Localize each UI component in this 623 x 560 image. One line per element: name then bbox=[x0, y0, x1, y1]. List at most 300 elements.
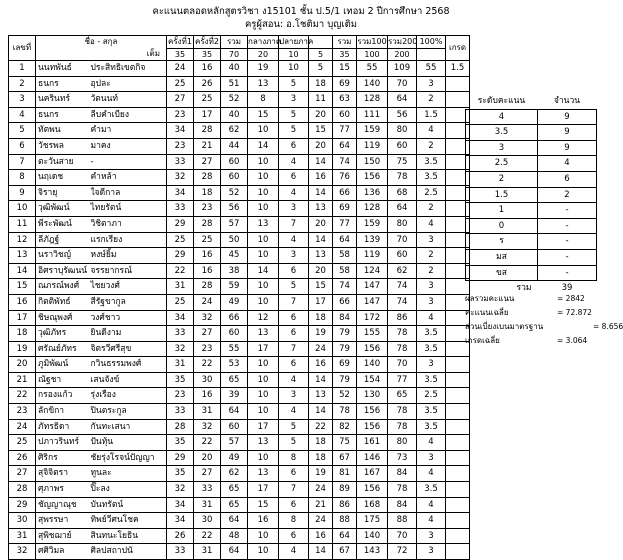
cell-t100[interactable]: 175 bbox=[357, 513, 388, 529]
max-cell[interactable]: 100 bbox=[357, 48, 388, 61]
cell-sum1[interactable]: 39 bbox=[221, 388, 248, 404]
max-cell[interactable]: 35 bbox=[167, 48, 194, 61]
cell-no[interactable]: 21 bbox=[9, 372, 36, 388]
distribution-level[interactable]: 2.5 bbox=[466, 156, 538, 172]
cell-mid[interactable]: 10 bbox=[248, 232, 279, 248]
cell-first[interactable]: พีระพัฒน์ bbox=[36, 216, 89, 232]
cell-pct[interactable]: 3.5 bbox=[417, 326, 446, 342]
cell-x35[interactable]: 79 bbox=[333, 341, 357, 357]
cell-t200[interactable]: 56 bbox=[388, 107, 417, 123]
cell-s2[interactable]: 25 bbox=[194, 232, 221, 248]
cell-sum1[interactable]: 57 bbox=[221, 216, 248, 232]
cell-x35[interactable]: 88 bbox=[333, 513, 357, 529]
cell-t100[interactable]: 156 bbox=[357, 404, 388, 420]
distribution-total-label[interactable]: รวม bbox=[516, 283, 532, 294]
cell-no[interactable]: 24 bbox=[9, 419, 36, 435]
cell-pct[interactable]: 3 bbox=[417, 450, 446, 466]
cell-x35[interactable]: 15 bbox=[333, 61, 357, 77]
cell-first[interactable]: สุพรรษา bbox=[36, 513, 89, 529]
max-label[interactable]: เต็ม bbox=[36, 48, 167, 61]
cell-t200[interactable]: 88 bbox=[388, 513, 417, 529]
cell-t200[interactable]: 73 bbox=[388, 450, 417, 466]
cell-x35[interactable]: 77 bbox=[333, 216, 357, 232]
cell-x35[interactable]: 79 bbox=[333, 372, 357, 388]
distribution-level[interactable]: 0 bbox=[466, 218, 538, 234]
cell-grade[interactable] bbox=[446, 528, 470, 544]
cell-sum1[interactable]: 62 bbox=[221, 466, 248, 482]
stat-sd[interactable] bbox=[465, 320, 623, 334]
cell-s1[interactable]: 32 bbox=[167, 482, 194, 498]
cell-s2[interactable]: 23 bbox=[194, 341, 221, 357]
cell-grade[interactable] bbox=[446, 357, 470, 373]
cell-sum1[interactable]: 53 bbox=[221, 357, 248, 373]
cell-s1[interactable]: 35 bbox=[167, 466, 194, 482]
cell-x5[interactable]: 21 bbox=[309, 497, 333, 513]
cell-x35[interactable]: 69 bbox=[333, 201, 357, 217]
cell-first[interactable]: วัชรพล bbox=[36, 138, 89, 154]
cell-grade[interactable] bbox=[446, 497, 470, 513]
cell-mid[interactable]: 10 bbox=[248, 123, 279, 139]
cell-last[interactable]: ทูนละ bbox=[89, 466, 167, 482]
cell-s2[interactable]: 16 bbox=[194, 248, 221, 264]
cell-s1[interactable]: 33 bbox=[167, 154, 194, 170]
cell-fin[interactable]: 7 bbox=[279, 216, 309, 232]
cell-last[interactable]: ปันทุ้น bbox=[89, 435, 167, 451]
cell-x5[interactable]: 20 bbox=[309, 107, 333, 123]
distribution-count[interactable]: 9 bbox=[538, 109, 597, 125]
cell-no[interactable]: 20 bbox=[9, 357, 36, 373]
cell-s1[interactable]: 29 bbox=[167, 248, 194, 264]
cell-no[interactable]: 19 bbox=[9, 341, 36, 357]
cell-s2[interactable]: 28 bbox=[194, 170, 221, 186]
cell-mid[interactable]: 15 bbox=[248, 497, 279, 513]
col-sum2-header[interactable]: รวม bbox=[333, 36, 357, 49]
cell-no[interactable]: 4 bbox=[9, 107, 36, 123]
cell-mid[interactable]: 14 bbox=[248, 138, 279, 154]
cell-s1[interactable]: 25 bbox=[167, 232, 194, 248]
cell-t100[interactable]: 139 bbox=[357, 232, 388, 248]
col-final-header[interactable]: ปลายภาค bbox=[279, 37, 314, 46]
cell-s1[interactable]: 27 bbox=[167, 92, 194, 108]
cell-x5[interactable]: 14 bbox=[309, 372, 333, 388]
cell-x5[interactable]: 16 bbox=[309, 528, 333, 544]
cell-no[interactable]: 12 bbox=[9, 232, 36, 248]
cell-t100[interactable]: 143 bbox=[357, 544, 388, 560]
cell-last[interactable]: คำมา bbox=[89, 123, 167, 139]
cell-t100[interactable]: 150 bbox=[357, 154, 388, 170]
cell-first[interactable]: ภูมิพัฒน์ bbox=[36, 357, 89, 373]
col-percent-header[interactable]: 100% bbox=[417, 36, 446, 49]
cell-fin[interactable]: 6 bbox=[279, 138, 309, 154]
cell-x5[interactable]: 24 bbox=[309, 513, 333, 529]
cell-first[interactable]: ธนกร bbox=[36, 107, 89, 123]
cell-sum1[interactable]: 64 bbox=[221, 544, 248, 560]
cell-x35[interactable]: 64 bbox=[333, 232, 357, 248]
distribution-count[interactable]: 2 bbox=[538, 187, 597, 203]
cell-t100[interactable]: 156 bbox=[357, 419, 388, 435]
cell-s2[interactable]: 32 bbox=[194, 310, 221, 326]
stat-sum[interactable] bbox=[465, 292, 600, 306]
cell-pct[interactable]: 3.5 bbox=[417, 154, 446, 170]
cell-last[interactable]: ชัยรุ่งโรจน์ปัญญา bbox=[89, 450, 167, 466]
cell-x5[interactable]: 5 bbox=[309, 61, 333, 77]
cell-pct[interactable]: 2 bbox=[417, 263, 446, 279]
cell-grade[interactable] bbox=[446, 419, 470, 435]
cell-last[interactable]: ประสิทธิเขตกิจ bbox=[89, 61, 167, 77]
cell-t200[interactable]: 68 bbox=[388, 185, 417, 201]
cell-x5[interactable]: 11 bbox=[309, 92, 333, 108]
cell-fin[interactable]: 4 bbox=[279, 185, 309, 201]
cell-mid[interactable]: 13 bbox=[248, 326, 279, 342]
cell-grade[interactable]: 1.5 bbox=[446, 61, 470, 77]
cell-t100[interactable]: 156 bbox=[357, 482, 388, 498]
cell-pct[interactable]: 4 bbox=[417, 435, 446, 451]
cell-t100[interactable]: 156 bbox=[357, 341, 388, 357]
cell-x35[interactable]: 60 bbox=[333, 107, 357, 123]
cell-first[interactable]: วุฒิพัฒน์ bbox=[36, 201, 89, 217]
cell-sum1[interactable]: 49 bbox=[221, 294, 248, 310]
cell-t100[interactable]: 147 bbox=[357, 279, 388, 295]
cell-first[interactable]: ภัทรธิดา bbox=[36, 419, 89, 435]
cell-last[interactable]: วัตนนท์ bbox=[89, 92, 167, 108]
col-midterm-header[interactable]: กลางภาค bbox=[248, 37, 282, 46]
max-cell[interactable]: 20 bbox=[248, 48, 279, 61]
cell-t100[interactable]: 155 bbox=[357, 326, 388, 342]
cell-t100[interactable]: 159 bbox=[357, 216, 388, 232]
cell-t100[interactable]: 167 bbox=[357, 466, 388, 482]
cell-no[interactable]: 5 bbox=[9, 123, 36, 139]
cell-s1[interactable]: 34 bbox=[167, 123, 194, 139]
cell-fin[interactable]: 7 bbox=[279, 341, 309, 357]
cell-s2[interactable]: 16 bbox=[194, 61, 221, 77]
cell-pct[interactable]: 3.5 bbox=[417, 170, 446, 186]
cell-mid[interactable]: 16 bbox=[248, 513, 279, 529]
cell-first[interactable]: ศศิวิมล bbox=[36, 544, 89, 560]
cell-fin[interactable]: 3 bbox=[279, 92, 309, 108]
cell-sum1[interactable]: 52 bbox=[221, 185, 248, 201]
max-cell[interactable]: 5 bbox=[309, 48, 333, 61]
cell-last[interactable]: ไทยรัตน์ bbox=[89, 201, 167, 217]
cell-s1[interactable]: 34 bbox=[167, 513, 194, 529]
cell-s2[interactable]: 22 bbox=[194, 357, 221, 373]
cell-no[interactable]: 27 bbox=[9, 466, 36, 482]
cell-s2[interactable]: 18 bbox=[194, 185, 221, 201]
cell-pct[interactable]: 3.5 bbox=[417, 482, 446, 498]
cell-pct[interactable]: 3 bbox=[417, 232, 446, 248]
cell-first[interactable]: ชิษณุพงศ์ bbox=[36, 310, 89, 326]
cell-s1[interactable]: 33 bbox=[167, 326, 194, 342]
cell-last[interactable]: ไชยวงศ์ bbox=[89, 279, 167, 295]
col-name-header[interactable]: ชื่อ - สกุล bbox=[36, 36, 167, 49]
cell-pct[interactable]: 2 bbox=[417, 201, 446, 217]
cell-s1[interactable]: 33 bbox=[167, 544, 194, 560]
col-grade-header[interactable]: เกรด bbox=[446, 36, 470, 61]
cell-last[interactable]: ลีบคำเบียง bbox=[89, 107, 167, 123]
distribution-count[interactable]: - bbox=[538, 234, 597, 250]
cell-t100[interactable]: 140 bbox=[357, 528, 388, 544]
cell-pct[interactable]: 1.5 bbox=[417, 107, 446, 123]
distribution-count[interactable]: - bbox=[538, 265, 597, 281]
cell-pct[interactable]: 2 bbox=[417, 92, 446, 108]
cell-t100[interactable]: 55 bbox=[357, 61, 388, 77]
distribution-level[interactable]: 1 bbox=[466, 203, 538, 219]
cell-t200[interactable]: 109 bbox=[388, 61, 417, 77]
cell-no[interactable]: 26 bbox=[9, 450, 36, 466]
cell-grade[interactable] bbox=[446, 544, 470, 560]
cell-first[interactable]: ลีภัฎฐ์ bbox=[36, 232, 89, 248]
cell-s2[interactable]: 16 bbox=[194, 263, 221, 279]
cell-fin[interactable]: 6 bbox=[279, 310, 309, 326]
cell-s2[interactable]: 27 bbox=[194, 154, 221, 170]
cell-fin[interactable]: 4 bbox=[279, 232, 309, 248]
cell-no[interactable]: 9 bbox=[9, 185, 36, 201]
cell-pct[interactable]: 2 bbox=[417, 138, 446, 154]
cell-x35[interactable]: 81 bbox=[333, 466, 357, 482]
cell-fin[interactable]: 6 bbox=[279, 528, 309, 544]
cell-sum1[interactable]: 57 bbox=[221, 435, 248, 451]
cell-x5[interactable]: 13 bbox=[309, 388, 333, 404]
cell-no[interactable]: 8 bbox=[9, 170, 36, 186]
cell-last[interactable]: ยินดีงาม bbox=[89, 326, 167, 342]
cell-first[interactable]: สุจิจิตรา bbox=[36, 466, 89, 482]
cell-pct[interactable]: 4 bbox=[417, 513, 446, 529]
cell-t100[interactable]: 128 bbox=[357, 92, 388, 108]
cell-t100[interactable]: 130 bbox=[357, 388, 388, 404]
cell-t100[interactable]: 154 bbox=[357, 372, 388, 388]
cell-no[interactable]: 1 bbox=[9, 61, 36, 77]
cell-mid[interactable]: 17 bbox=[248, 419, 279, 435]
cell-t200[interactable]: 65 bbox=[388, 388, 417, 404]
cell-mid[interactable]: 10 bbox=[248, 248, 279, 264]
stat-gpa[interactable] bbox=[465, 334, 600, 348]
cell-fin[interactable]: 7 bbox=[279, 482, 309, 498]
cell-s1[interactable]: 28 bbox=[167, 419, 194, 435]
cell-last[interactable]: - bbox=[89, 154, 167, 170]
cell-last[interactable]: ปินตระกูล bbox=[89, 404, 167, 420]
cell-t200[interactable]: 60 bbox=[388, 138, 417, 154]
cell-t200[interactable]: 64 bbox=[388, 201, 417, 217]
cell-t100[interactable]: 119 bbox=[357, 138, 388, 154]
cell-grade[interactable] bbox=[446, 372, 470, 388]
cell-first[interactable]: ปภาวรินทร์ bbox=[36, 435, 89, 451]
cell-fin[interactable]: 4 bbox=[279, 372, 309, 388]
cell-s1[interactable]: 25 bbox=[167, 76, 194, 92]
cell-s1[interactable]: 33 bbox=[167, 201, 194, 217]
cell-first[interactable]: ชัญญาณุช bbox=[36, 497, 89, 513]
cell-x5[interactable]: 16 bbox=[309, 357, 333, 373]
cell-pct[interactable]: 3 bbox=[417, 294, 446, 310]
cell-mid[interactable]: 15 bbox=[248, 107, 279, 123]
cell-mid[interactable]: 12 bbox=[248, 310, 279, 326]
cell-first[interactable]: อิศราบุรัฒนน์ bbox=[36, 263, 89, 279]
cell-fin[interactable]: 3 bbox=[279, 201, 309, 217]
distribution-level[interactable]: 2 bbox=[466, 171, 538, 187]
cell-s2[interactable]: 27 bbox=[194, 326, 221, 342]
col-no-header[interactable]: เลขที่ bbox=[9, 36, 36, 61]
cell-x35[interactable]: 63 bbox=[333, 92, 357, 108]
distribution-count[interactable]: 4 bbox=[538, 156, 597, 172]
cell-last[interactable]: วิชิตาภา bbox=[89, 216, 167, 232]
cell-last[interactable]: มาคง bbox=[89, 138, 167, 154]
cell-last[interactable]: คำหล้า bbox=[89, 170, 167, 186]
cell-s1[interactable]: 31 bbox=[167, 279, 194, 295]
cell-fin[interactable]: 6 bbox=[279, 170, 309, 186]
cell-grade[interactable] bbox=[446, 404, 470, 420]
cell-first[interactable]: ตะวันสาย bbox=[36, 154, 89, 170]
cell-fin[interactable]: 5 bbox=[279, 279, 309, 295]
cell-no[interactable]: 7 bbox=[9, 154, 36, 170]
cell-s2[interactable]: 21 bbox=[194, 138, 221, 154]
cell-no[interactable]: 18 bbox=[9, 326, 36, 342]
cell-x5[interactable]: 14 bbox=[309, 185, 333, 201]
cell-x35[interactable]: 58 bbox=[333, 263, 357, 279]
cell-no[interactable]: 15 bbox=[9, 279, 36, 295]
cell-s2[interactable]: 31 bbox=[194, 497, 221, 513]
cell-s1[interactable]: 26 bbox=[167, 528, 194, 544]
max-cell[interactable]: 200 bbox=[388, 48, 417, 61]
cell-mid[interactable]: 19 bbox=[248, 61, 279, 77]
cell-s2[interactable]: 23 bbox=[194, 201, 221, 217]
cell-grade[interactable] bbox=[446, 76, 470, 92]
distribution-level[interactable]: 3.5 bbox=[466, 125, 538, 141]
cell-sum1[interactable]: 51 bbox=[221, 76, 248, 92]
cell-fin[interactable]: 3 bbox=[279, 248, 309, 264]
cell-s2[interactable]: 22 bbox=[194, 528, 221, 544]
cell-x5[interactable]: 24 bbox=[309, 482, 333, 498]
cell-fin[interactable]: 4 bbox=[279, 154, 309, 170]
cell-s1[interactable]: 22 bbox=[167, 263, 194, 279]
distribution-level-header[interactable]: ระดับคะแนน bbox=[466, 94, 538, 109]
cell-mid[interactable]: 10 bbox=[248, 201, 279, 217]
cell-pct[interactable]: 3.5 bbox=[417, 341, 446, 357]
cell-pct[interactable]: 4 bbox=[417, 216, 446, 232]
cell-s2[interactable]: 30 bbox=[194, 513, 221, 529]
cell-t200[interactable]: 78 bbox=[388, 482, 417, 498]
cell-mid[interactable]: 13 bbox=[248, 76, 279, 92]
cell-fin[interactable]: 3 bbox=[279, 388, 309, 404]
cell-pct[interactable]: 2.5 bbox=[417, 388, 446, 404]
cell-x5[interactable]: 22 bbox=[309, 419, 333, 435]
cell-grade[interactable] bbox=[446, 513, 470, 529]
cell-x5[interactable]: 18 bbox=[309, 450, 333, 466]
cell-x5[interactable]: 20 bbox=[309, 138, 333, 154]
cell-last[interactable]: เสนจังข์ bbox=[89, 372, 167, 388]
cell-s2[interactable]: 30 bbox=[194, 372, 221, 388]
cell-first[interactable]: ณัฐชา bbox=[36, 372, 89, 388]
cell-mid[interactable]: 10 bbox=[248, 544, 279, 560]
cell-pct[interactable]: 3 bbox=[417, 76, 446, 92]
cell-pct[interactable]: 3 bbox=[417, 357, 446, 373]
cell-sum1[interactable]: 60 bbox=[221, 419, 248, 435]
cell-x5[interactable]: 20 bbox=[309, 216, 333, 232]
cell-t100[interactable]: 159 bbox=[357, 123, 388, 139]
cell-t200[interactable]: 70 bbox=[388, 528, 417, 544]
cell-grade[interactable] bbox=[446, 435, 470, 451]
cell-x5[interactable]: 14 bbox=[309, 544, 333, 560]
cell-last[interactable]: กันทะเสนา bbox=[89, 419, 167, 435]
cell-sum1[interactable]: 60 bbox=[221, 170, 248, 186]
cell-t100[interactable]: 111 bbox=[357, 107, 388, 123]
cell-s2[interactable]: 16 bbox=[194, 388, 221, 404]
cell-mid[interactable]: 17 bbox=[248, 482, 279, 498]
cell-fin[interactable]: 5 bbox=[279, 435, 309, 451]
cell-first[interactable]: นราวิชญ์ bbox=[36, 248, 89, 264]
cell-sum1[interactable]: 40 bbox=[221, 61, 248, 77]
cell-no[interactable]: 31 bbox=[9, 528, 36, 544]
cell-no[interactable]: 29 bbox=[9, 497, 36, 513]
max-cell[interactable]: 10 bbox=[279, 48, 309, 61]
cell-last[interactable]: หงษ์ยิ้ม bbox=[89, 248, 167, 264]
cell-x35[interactable]: 66 bbox=[333, 185, 357, 201]
cell-no[interactable]: 28 bbox=[9, 482, 36, 498]
cell-mid[interactable]: 10 bbox=[248, 154, 279, 170]
cell-sum1[interactable]: 55 bbox=[221, 341, 248, 357]
cell-last[interactable]: จิตรวีศรีสุข bbox=[89, 341, 167, 357]
distribution-count[interactable]: 6 bbox=[538, 171, 597, 187]
cell-t200[interactable]: 77 bbox=[388, 372, 417, 388]
cell-no[interactable]: 22 bbox=[9, 388, 36, 404]
cell-no[interactable]: 17 bbox=[9, 310, 36, 326]
cell-pct[interactable]: 2 bbox=[417, 248, 446, 264]
cell-last[interactable]: ศิลปสถาปนั bbox=[89, 544, 167, 560]
distribution-level[interactable]: ขส bbox=[466, 265, 538, 281]
cell-first[interactable]: ศรัณย์ภัทร bbox=[36, 341, 89, 357]
cell-t100[interactable]: 119 bbox=[357, 248, 388, 264]
cell-pct[interactable]: 4 bbox=[417, 123, 446, 139]
distribution-total-value[interactable]: 39 bbox=[561, 283, 573, 294]
cell-pct[interactable]: 4 bbox=[417, 310, 446, 326]
distribution-level[interactable]: ร bbox=[466, 234, 538, 250]
stat-mean[interactable] bbox=[465, 306, 600, 320]
cell-t100[interactable]: 147 bbox=[357, 294, 388, 310]
cell-sum1[interactable]: 65 bbox=[221, 497, 248, 513]
cell-s1[interactable]: 25 bbox=[167, 294, 194, 310]
col-part2-header[interactable]: ครั้งที่2 bbox=[195, 37, 219, 46]
cell-first[interactable]: ณภรณ์พงศ์ bbox=[36, 279, 89, 295]
cell-mid[interactable]: 13 bbox=[248, 216, 279, 232]
cell-mid[interactable]: 13 bbox=[248, 435, 279, 451]
cell-x35[interactable]: 75 bbox=[333, 435, 357, 451]
cell-s2[interactable]: 20 bbox=[194, 450, 221, 466]
cell-s1[interactable]: 23 bbox=[167, 138, 194, 154]
cell-last[interactable]: ปิ๊ะลง bbox=[89, 482, 167, 498]
cell-fin[interactable]: 6 bbox=[279, 466, 309, 482]
distribution-count-header[interactable]: จำนวน bbox=[538, 94, 597, 109]
cell-mid[interactable]: 13 bbox=[248, 466, 279, 482]
cell-s1[interactable]: 34 bbox=[167, 497, 194, 513]
cell-x35[interactable]: 86 bbox=[333, 497, 357, 513]
cell-s2[interactable]: 28 bbox=[194, 216, 221, 232]
cell-t100[interactable]: 128 bbox=[357, 201, 388, 217]
cell-fin[interactable]: 6 bbox=[279, 263, 309, 279]
cell-sum1[interactable]: 60 bbox=[221, 154, 248, 170]
cell-pct[interactable]: 2.5 bbox=[417, 185, 446, 201]
cell-t200[interactable]: 72 bbox=[388, 544, 417, 560]
cell-s2[interactable]: 31 bbox=[194, 544, 221, 560]
cell-sum1[interactable]: 38 bbox=[221, 263, 248, 279]
cell-t100[interactable]: 140 bbox=[357, 76, 388, 92]
cell-x5[interactable]: 15 bbox=[309, 123, 333, 139]
cell-s1[interactable]: 31 bbox=[167, 357, 194, 373]
cell-t200[interactable]: 70 bbox=[388, 357, 417, 373]
max-cell[interactable] bbox=[417, 48, 446, 61]
cell-pct[interactable]: 4 bbox=[417, 497, 446, 513]
cell-first[interactable]: กรองแก้ว bbox=[36, 388, 89, 404]
distribution-count[interactable]: - bbox=[538, 218, 597, 234]
cell-x5[interactable]: 16 bbox=[309, 170, 333, 186]
cell-t100[interactable]: 156 bbox=[357, 170, 388, 186]
cell-mid[interactable]: 10 bbox=[248, 450, 279, 466]
